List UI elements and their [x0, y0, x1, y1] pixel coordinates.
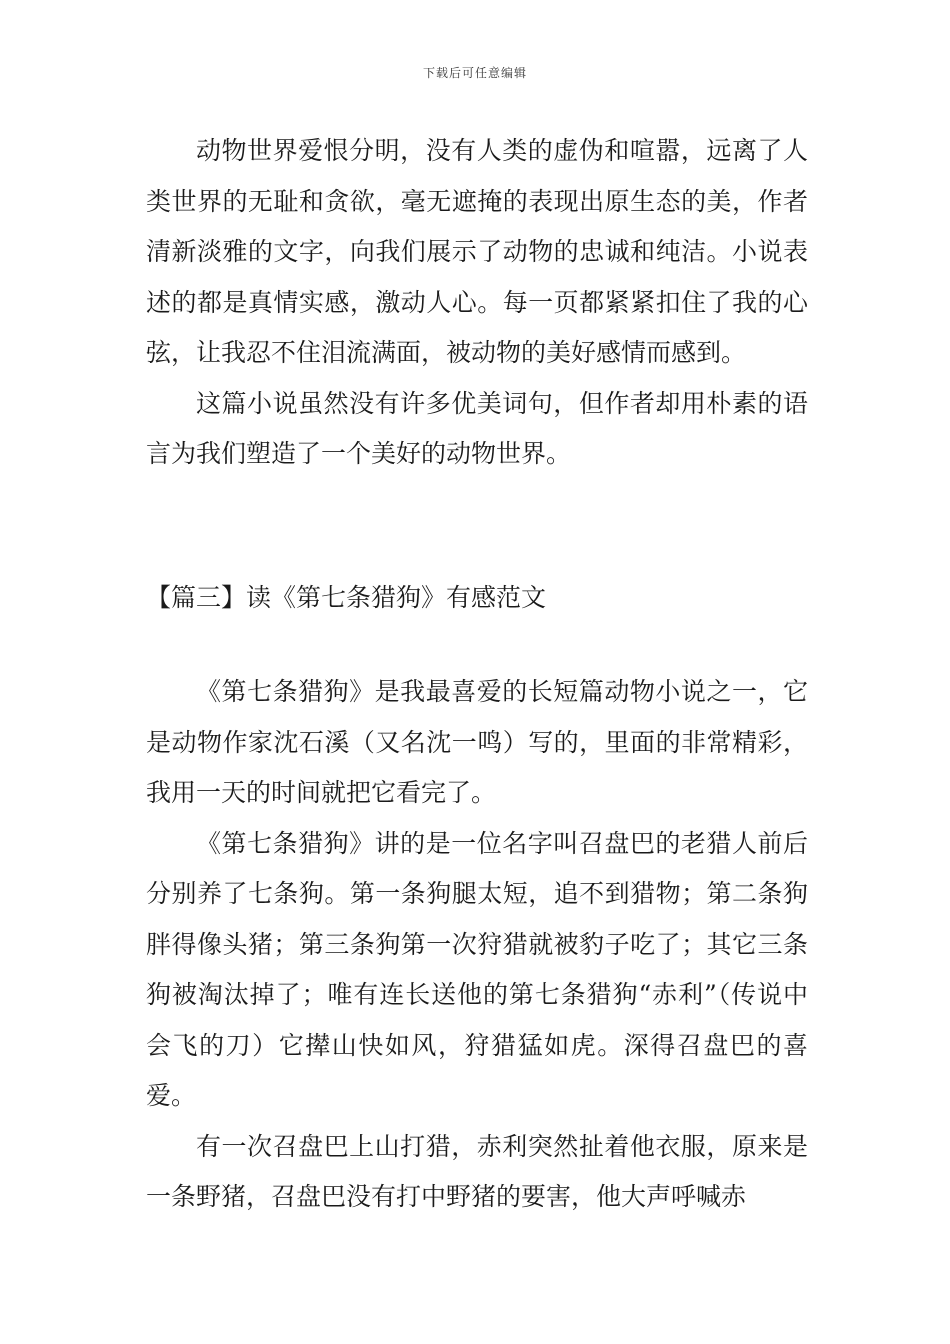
paragraph: 有一次召盘巴上山打猎，赤利突然扯着他衣服，原来是一条野猪，召盘巴没有打中野猪的要害，他大声呼喊赤 — [146, 1131, 808, 1211]
section1-body — [146, 126, 808, 480]
paragraph: 《第七条猎狗》是我最喜爱的长短篇动物小说之一，它是动物作家沈石溪（又名沈一鸣）写的，里面的非常精彩，我用一天的时间就把它看完了。 — [146, 677, 808, 807]
section-heading: 【篇三】读《第七条猎狗》有感范文 — [146, 583, 547, 612]
paragraph: 这篇小说虽然没有许多优美词句，但作者却用朴素的语言为我们塑造了一个美好的动物世界。 — [146, 388, 808, 468]
header-note: 下载后可任意编辑 — [422, 66, 527, 80]
section2-body — [146, 667, 808, 1223]
paragraph: 动物世界爱恨分明，没有人类的虚伪和喧嚣，远离了人类世界的无耻和贪欲，毫无遮掩的表现出原生态的美，作者清新淡雅的文字，向我们展示了动物的忠诚和纯洁。小说表述的都是真情实感，激动人心。每一页都紧紧扣住了我的心弦，让我忍不住泪流满面，被动物的美好感情而感到。 — [146, 136, 808, 367]
paragraph: 《第七条猎狗》讲的是一位名字叫召盘巴的老猎人前后分别养了七条狗。第一条狗腿太短，追不到猎物；第二条狗胖得像头猪；第三条狗第一次狩猎就被豹子吃了；其它三条狗被淘汰掉了；唯有连长送他的第七条猎狗“赤利”（传说中会飞的刀）它撵山快如风，狩猎猛如虎。深得召盘巴的喜爱。 — [146, 828, 808, 1110]
